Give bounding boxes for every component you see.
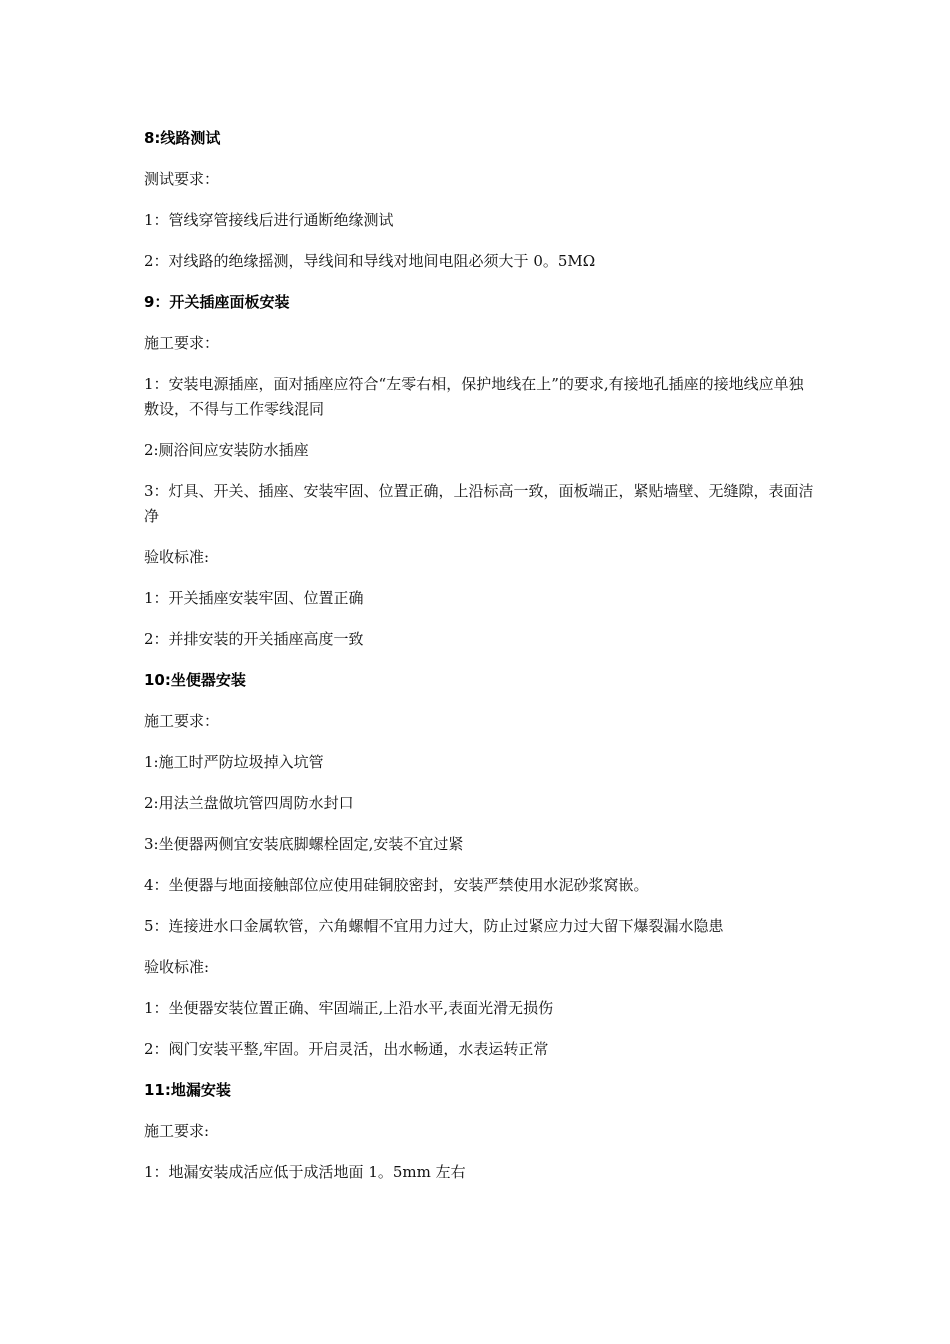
paragraph: 2：阀门安装平整,牢固。开启灵活，出水畅通，水表运转正常: [144, 1040, 549, 1058]
paragraph: 施工要求：: [144, 712, 220, 730]
paragraph: 4：坐便器与地面接触部位应使用硅铜胶密封，安装严禁使用水泥砂浆窝嵌。: [144, 876, 649, 894]
paragraph: 测试要求：: [144, 170, 220, 188]
paragraph: 验收标准:: [144, 958, 210, 976]
paragraph: 验收标准:: [144, 548, 210, 566]
paragraph: 5：连接进水口金属软管，六角螺帽不宜用力过大，防止过紧应力过大留下爆裂漏水隐患: [144, 917, 724, 935]
paragraph: 1：管线穿管接线后进行通断绝缘测试: [144, 211, 394, 229]
section-heading-line-testing: 8:线路测试: [144, 129, 221, 147]
section-heading-switch-socket: 9：开关插座面板安装: [144, 293, 290, 311]
paragraph: 1:施工时严防垃圾掉入坑管: [144, 753, 324, 771]
paragraph: 1：安装电源插座，面对插座应符合“左零右相，保护地线在上”的要求,有接地孔插座的接地线应单独敷设，不得与工作零线混同: [144, 375, 804, 418]
paragraph: 施工要求:: [144, 1122, 210, 1140]
paragraph: 施工要求：: [144, 334, 220, 352]
paragraph: 2:厕浴间应安装防水插座: [144, 441, 309, 459]
paragraph: 3:坐便器两侧宜安装底脚螺栓固定,安装不宜过紧: [144, 835, 464, 853]
paragraph: 2：对线路的绝缘摇测，导线间和导线对地间电阻必须大于 0。5MΩ: [144, 252, 596, 270]
paragraph: 2:用法兰盘做坑管四周防水封口: [144, 794, 354, 812]
paragraph: 1：坐便器安装位置正确、牢固端正,上沿水平,表面光滑无损伤: [144, 999, 554, 1017]
paragraph: 1：开关插座安装牢固、位置正确: [144, 589, 364, 607]
section-heading-floor-drain: 11:地漏安装: [144, 1081, 231, 1099]
document-body: [144, 126, 814, 1201]
paragraph: 3：灯具、开关、插座、安装牢固、位置正确，上沿标高一致，面板端正，紧贴墙壁、无缝隙，表面洁净: [144, 482, 814, 525]
paragraph: 1：地漏安装成活应低于成活地面 1。5mm 左右: [144, 1163, 466, 1181]
paragraph: 2：并排安装的开关插座高度一致: [144, 630, 364, 648]
section-heading-toilet: 10:坐便器安装: [144, 671, 246, 689]
